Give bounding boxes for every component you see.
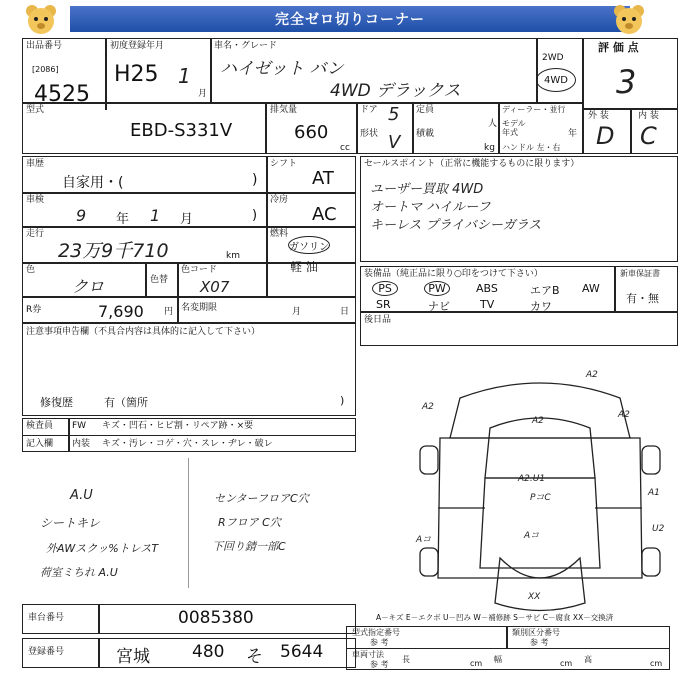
disp-label: 排気量 <box>270 105 298 115</box>
shape-value: V <box>388 132 401 153</box>
history-value: 自家用・( <box>62 175 124 191</box>
sales-point: オートマ ハイルーフ <box>370 200 491 215</box>
tax-day-unit: 日 <box>340 307 350 317</box>
tax-label: 名変期限 <box>181 303 218 313</box>
damage-mark: A2 <box>586 370 598 380</box>
equip-abs: ABS <box>476 282 498 295</box>
lot-label: 出品番号 <box>26 41 63 51</box>
interior-label: 内装 <box>72 439 91 449</box>
ref-label: 参 考 <box>530 638 549 647</box>
car-name: ハイゼット バン <box>220 59 344 79</box>
mileage-label: 走行 <box>26 229 45 239</box>
paint-label: 色替 <box>150 275 169 285</box>
equip-ps: PS <box>372 281 398 296</box>
dealer-label: ディーラー・並行 <box>502 105 566 114</box>
note-right: Rフロア C穴 <box>218 516 281 529</box>
sales-point: ユーザー買取 4WD <box>370 182 484 197</box>
reg-label: 初度登録年月 <box>110 41 165 51</box>
recycle-label: R券 <box>26 305 42 315</box>
inspection-month-unit: 月 <box>180 212 194 227</box>
damage-mark: A2.U1 <box>518 474 546 484</box>
new-warranty-value: 有・無 <box>626 292 659 305</box>
fw-label: FW <box>72 421 87 431</box>
score-label: 評 価 点 <box>598 41 639 54</box>
note-left: 外AWスクッ%トレスT <box>46 542 159 555</box>
note-right: センターフロアC穴 <box>214 492 309 505</box>
inspection-year: 9 <box>76 206 87 225</box>
damage-mark: U2 <box>652 524 665 534</box>
car-label: 車名・グレード <box>214 41 278 51</box>
disp-unit: cc <box>340 143 350 153</box>
doors-value: 5 <box>388 104 400 125</box>
lot-number: 4525 <box>34 82 90 107</box>
checker-row1: キズ・凹石・ヒビ割・リペア跡・×要 <box>102 421 254 431</box>
later-section <box>360 312 678 346</box>
bear-icon <box>612 3 646 37</box>
legend: A－キズ E－エクボ U－凹み W－補修跡 S－サビ C－腐食 XX－交換済 <box>376 613 614 622</box>
recycle-unit: 円 <box>164 307 174 317</box>
note-left: シートキレ <box>40 516 100 530</box>
length-h: 高 <box>584 655 592 664</box>
int-label: 内 装 <box>638 111 659 121</box>
cm-unit: cm <box>650 659 663 668</box>
later-label: 後日品 <box>364 315 392 325</box>
ref-label: 参 考 <box>370 660 389 669</box>
capacity-label: 定員 <box>416 105 435 115</box>
inspection-month: 1 <box>150 206 161 225</box>
shift-label: シフト <box>270 159 298 169</box>
ext-score: D <box>596 122 615 150</box>
page-title: 完全ゼロ切りコーナー <box>70 6 630 32</box>
damage-mark: XX <box>528 592 541 602</box>
ext-label: 外 装 <box>588 111 609 121</box>
category-label: 類別区分番号 <box>512 628 560 637</box>
equip-aw: AW <box>582 282 600 295</box>
inspection-year-unit: 年 <box>116 212 130 227</box>
checker-row2: キズ・汚レ・コゲ・穴・スレ・ヂレ・破レ <box>102 439 273 449</box>
reg-month: 1 <box>178 64 191 88</box>
mileage-unit: km <box>226 251 240 261</box>
reg-month-unit: 月 <box>198 89 208 99</box>
color-label: 色 <box>26 265 36 275</box>
plate-label: 登録番号 <box>28 647 65 657</box>
history-label: 車歴 <box>26 159 45 169</box>
note-left: 荷室ミちれ A.U <box>40 566 118 579</box>
ac-label: 冷房 <box>270 195 289 205</box>
load-unit: kg <box>484 143 495 153</box>
chassis-label: 車台番号 <box>28 613 65 623</box>
new-warranty-label: 新車保証書 <box>620 269 660 278</box>
reg-era: H25 <box>114 62 159 87</box>
color-value: クロ <box>72 277 105 296</box>
handle-label: ハンドル 左・右 <box>502 143 561 152</box>
length-label: 車両寸法 <box>352 650 384 659</box>
damage-mark: Aコ <box>524 531 540 541</box>
checker-label: 検査員 <box>26 421 54 431</box>
repair-value: 有（箇所 <box>104 396 148 409</box>
bear-icon <box>24 3 58 37</box>
model-value: EBD-S331V <box>130 120 233 141</box>
drive-value: 4WD <box>536 68 576 92</box>
equip-sr: SR <box>376 298 391 311</box>
repair-label: 修復歴 <box>40 396 73 409</box>
sales-point: キーレス プライバシーガラス <box>370 218 542 233</box>
plate-class: 480 <box>192 642 225 662</box>
fuel-diesel: 軽 油 <box>290 260 318 274</box>
damage-mark: A2 <box>422 402 434 412</box>
recycle-value: 7,690 <box>98 302 144 321</box>
year-unit: 年 <box>568 129 578 139</box>
damage-mark: A2 <box>532 416 544 426</box>
type-label: 型式指定番号 <box>352 628 400 637</box>
equip-airbag: エアB <box>530 284 560 297</box>
fuel-gas: ガソリン <box>288 236 330 254</box>
note-left: A.U <box>70 488 93 503</box>
plate-region: 宮城 <box>116 647 150 667</box>
entry-label: 記入欄 <box>26 439 54 449</box>
cm-unit: cm <box>560 659 573 668</box>
ref-label: 参 考 <box>370 638 389 647</box>
note-right: 下回り錆一部C <box>212 540 286 553</box>
model-label: 型式 <box>26 105 45 115</box>
damage-mark: A1 <box>648 488 660 498</box>
cm-unit: cm <box>470 659 483 668</box>
equip-pw: PW <box>424 281 450 296</box>
plate-number: 5644 <box>280 642 324 662</box>
model-year-label: モデル 年式 <box>502 119 526 137</box>
sales-label: セールスポイント（正常に機能するものに限ります） <box>364 159 580 169</box>
shape-label: 形状 <box>360 129 379 139</box>
damage-mark: Aコ <box>416 535 432 545</box>
equip-leather: カワ <box>530 300 552 313</box>
inspection-label: 車検 <box>26 195 45 205</box>
chassis-value: 0085380 <box>178 608 254 628</box>
doors-label: ドア <box>360 105 378 115</box>
int-score: C <box>640 122 657 150</box>
equip-label: 装備品（純正品に限り○印をつけて下さい） <box>364 269 543 279</box>
damage-mark: PコC <box>530 493 551 503</box>
code-label: 色コード <box>181 265 218 275</box>
score-value: 3 <box>616 63 637 101</box>
damage-mark: A2 <box>618 410 630 420</box>
notes-label: 注意事項申告欄（不具合内容は具体的に記入して下さい） <box>26 327 261 337</box>
drive-label: 2WD <box>542 53 564 63</box>
repair-close: ) <box>340 394 345 407</box>
code-value: X07 <box>200 278 230 296</box>
plate-kana: そ <box>246 647 263 667</box>
history-close: ) <box>252 172 258 188</box>
equip-navi: ナビ <box>428 300 450 313</box>
ac-value: AC <box>312 204 337 225</box>
disp-value: 660 <box>294 122 329 143</box>
inspection-close: ) <box>252 208 258 223</box>
length-l: 長 <box>402 655 410 664</box>
lot-sub: [2086] <box>32 65 59 74</box>
mileage-value: 23万9千710 <box>58 240 169 262</box>
equip-tv: TV <box>480 298 495 311</box>
tax-month-unit: 月 <box>292 307 302 317</box>
load-label: 積載 <box>416 129 435 139</box>
length-w: 幅 <box>494 655 502 664</box>
capacity-unit: 人 <box>488 119 498 129</box>
fuel-label: 燃料 <box>270 229 289 239</box>
shift-value: AT <box>312 168 334 189</box>
car-grade: 4WD デラックス <box>330 81 461 101</box>
